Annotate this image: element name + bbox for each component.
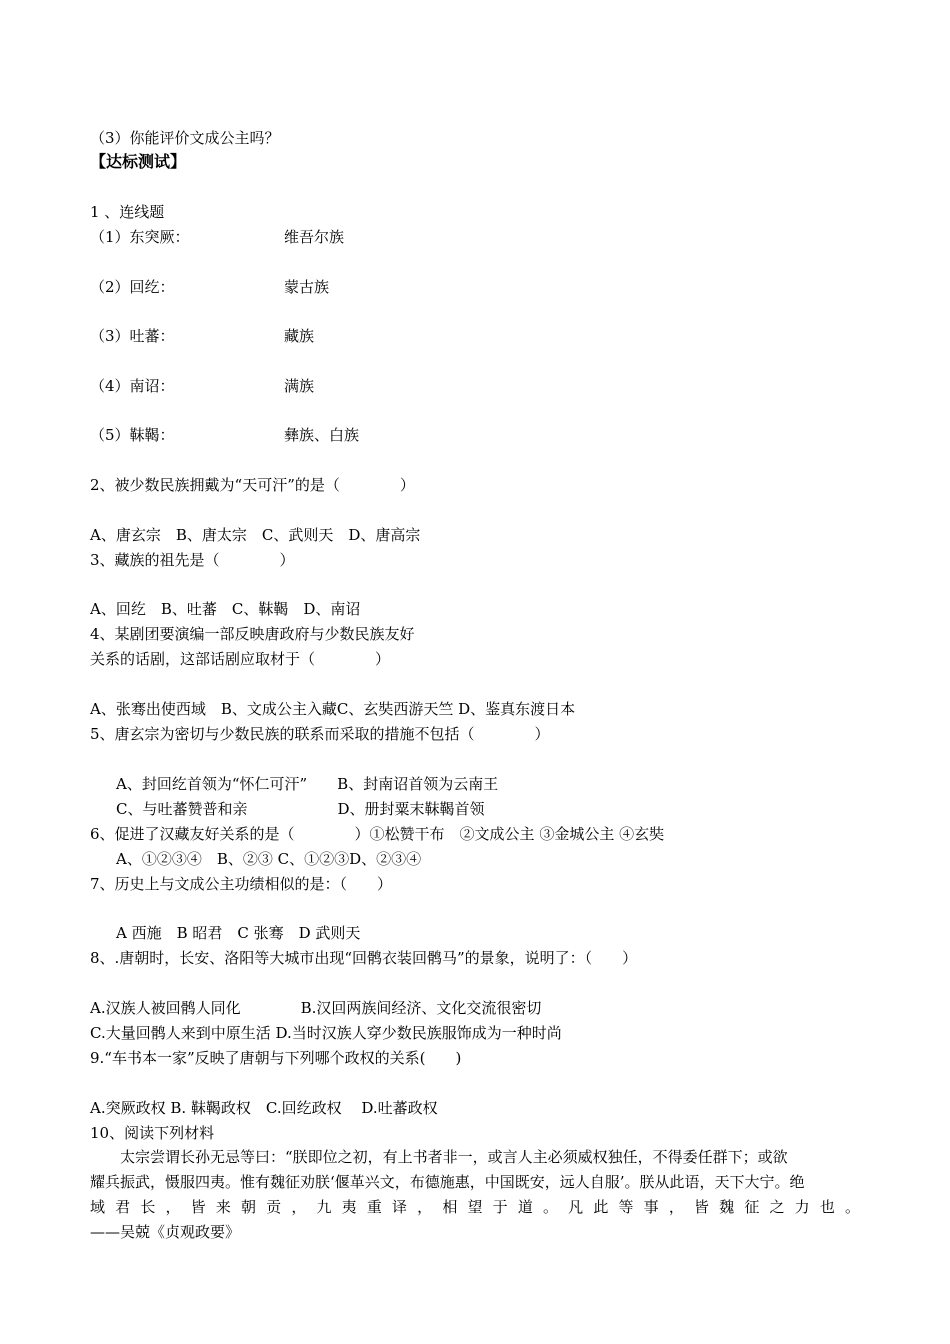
q1-right-4: 满族 [284,377,315,395]
q4-stem-line1: 4、某剧团要演编一部反映唐政府与少数民族友好 [90,625,415,643]
q1-left-2: （2）回纥： [90,278,175,296]
q10-stem: 10、阅读下列材料 [90,1124,215,1142]
q1-title: 1 、连线题 [90,203,165,221]
q10-material-line3: 域君长，皆来朝贡，九夷重译，相望于道。凡此等事，皆魏征之力也。 [90,1198,860,1216]
q7-stem: 7、历史上与文成公主功绩相似的是：（ ） [90,875,393,893]
q10-material-line2: 耀兵振武，慑服四夷。惟有魏征劝朕‘偃革兴文，布德施惠，中国既安，远人自服’。朕从此语，天下大宁。绝 [90,1173,805,1191]
q8-options-line1: A.汉族人被回鹘人同化 B.汉回两族间经济、文化交流很密切 [90,999,542,1017]
q2-options: A、唐玄宗 B、唐太宗 C、武则天 D、唐高宗 [90,526,421,544]
q5-stem: 5、唐玄宗为密切与少数民族的联系而采取的措施不包括（ ） [90,725,550,743]
q9-options: A.突厥政权 B. 靺鞨政权 C.回纥政权 D.吐蕃政权 [90,1099,438,1117]
q4-stem-line2: 关系的话剧，这部话剧应取材于（ ） [90,650,391,668]
q3-stem: 3、藏族的祖先是（ ） [90,551,295,569]
q4-options: A、张骞出使西域 B、文成公主入藏C、玄奘西游天竺 D、鉴真东渡日本 [90,700,576,718]
q2-stem: 2、被少数民族拥戴为“天可汗”的是（ ） [90,476,415,494]
q8-options-line2: C.大量回鹘人来到中原生活 D.当时汉族人穿少数民族服饰成为一种时尚 [90,1024,562,1042]
q1-left-1: （1）东突厥： [90,228,190,246]
q10-material [90,1145,860,1245]
q7-options: A 西施 B 昭君 C 张骞 D 武则天 [116,924,361,942]
q6-stem: 6、促进了汉藏友好关系的是（ ）①松赞干布 ②文成公主 ③金城公主 ④玄奘 [90,825,665,843]
q10-material-source: ——吴兢《贞观政要》 [90,1223,241,1241]
q1-left-3: （3）吐蕃： [90,327,175,345]
q9-stem: 9.“车书本一家”反映了唐朝与下列哪个政权的关系( ) [90,1049,462,1067]
q1-right-1: 维吾尔族 [284,228,345,246]
q10-material-line1: 太宗尝谓长孙无忌等曰：“朕即位之初，有上书者非一，或言人主必须威权独任，不得委任群下；或欲 [120,1148,788,1166]
q1-right-3: 藏族 [284,327,315,345]
q6-options: A、①②③④ B、②③ C、①②③D、②③④ [116,850,422,868]
q1-right-2: 蒙古族 [284,278,330,296]
section-title: 【达标测试】 [90,152,187,171]
q3-options: A、回纥 B、吐蕃 C、靺鞨 D、南诏 [90,600,361,618]
q1-right-5: 彝族、白族 [284,426,360,444]
q8-stem: 8、.唐朝时，长安、洛阳等大城市出现“回鹘衣装回鹘马”的景象，说明了：（ ） [90,949,638,967]
q5-options-line2: C、与吐蕃赞普和亲 D、册封粟末靺鞨首领 [116,800,485,818]
q1-left-4: （4）南诏： [90,377,175,395]
question-3-line: （3）你能评价文成公主吗？ [90,129,280,147]
q5-options-line1: A、封回纥首领为“怀仁可汗” B、封南诏首领为云南王 [116,775,499,793]
q1-left-5: （5）靺鞨： [90,426,175,444]
